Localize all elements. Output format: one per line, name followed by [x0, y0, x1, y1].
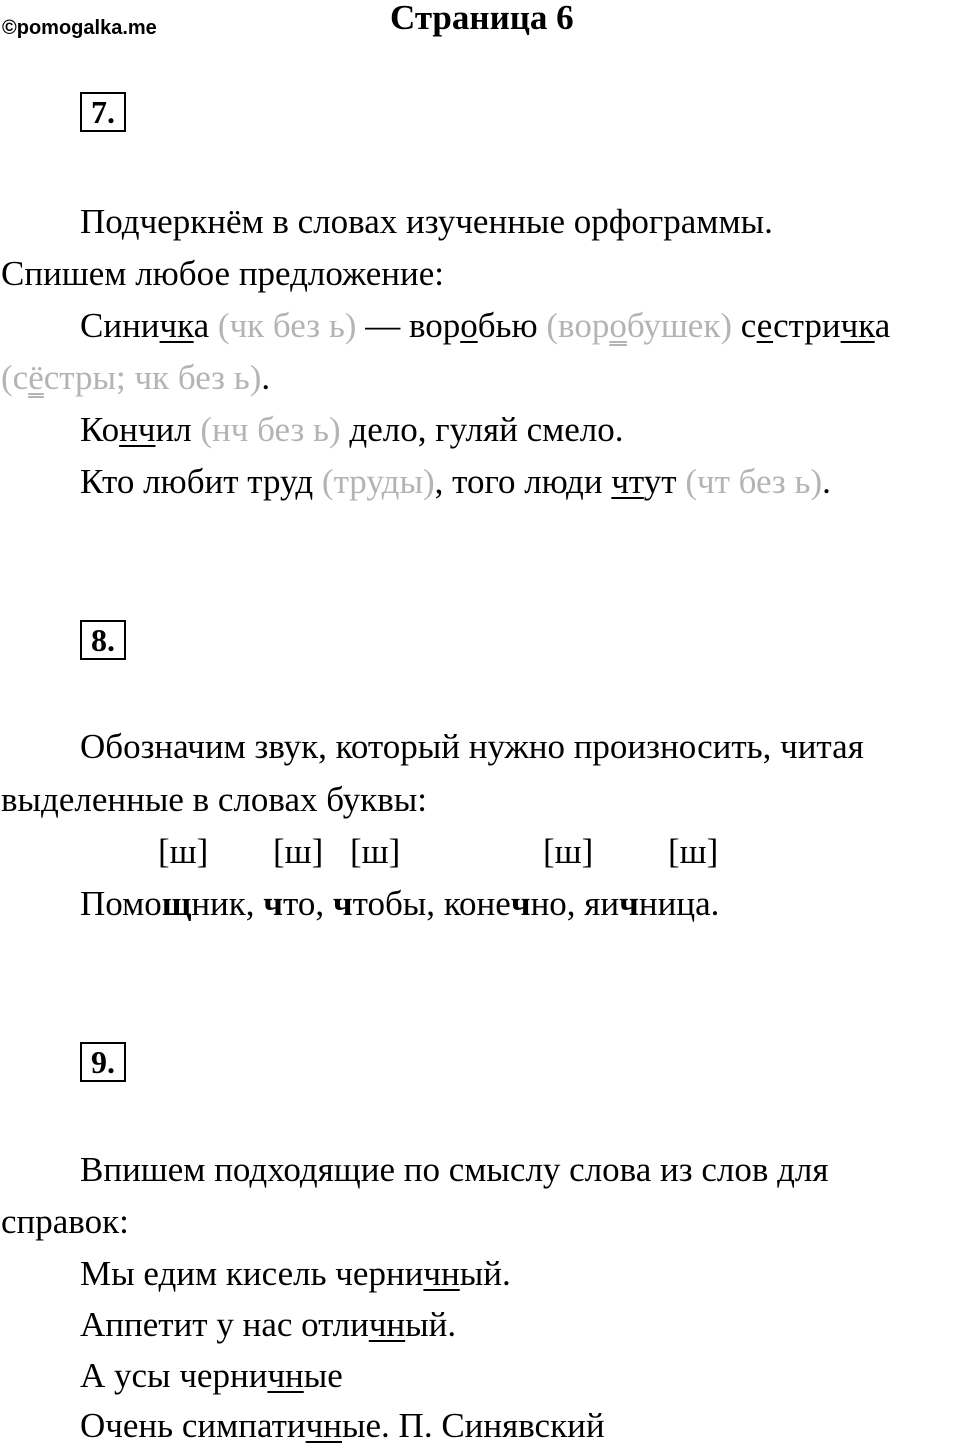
- word-part: а: [874, 306, 891, 345]
- orthogram: е: [756, 306, 774, 345]
- word-part: дело, гуляй смело.: [340, 410, 624, 449]
- word-part: бью: [477, 306, 538, 345]
- word-part: ут: [643, 462, 677, 501]
- page-title: Страница 6: [390, 0, 574, 37]
- sound-label: [ш]: [350, 832, 401, 871]
- sound-label: [ш]: [668, 832, 719, 871]
- hint: (чт без ь): [685, 462, 823, 501]
- orthogram: чн: [305, 1406, 342, 1445]
- task7-sentence-line-2: [1, 358, 270, 398]
- highlighted-letter: ч: [263, 884, 284, 923]
- highlighted-letter: ч: [332, 884, 353, 923]
- highlighted-letter: ч: [619, 884, 639, 923]
- word-part: Очень симпати: [80, 1406, 306, 1445]
- hint-orthogram: ё: [28, 358, 44, 397]
- word-part: Кто любит тру: [80, 462, 296, 501]
- orthogram: чн: [368, 1305, 406, 1344]
- highlighted-letter: ч: [510, 884, 531, 923]
- word-part: ил: [155, 410, 192, 449]
- word-part: тобы,: [352, 884, 444, 923]
- hint: [322, 462, 435, 501]
- word-part: ый.: [405, 1305, 457, 1344]
- word-part: Мы едим кисель черни: [80, 1254, 424, 1293]
- orthogram: о: [460, 306, 478, 345]
- task7-sentence-line-3: [80, 410, 624, 450]
- word-part: ые. П. Синявский: [342, 1406, 605, 1445]
- word-part: а: [193, 306, 210, 345]
- hint-part: стры; чк без ь): [43, 358, 262, 397]
- word-part: Ко: [80, 410, 120, 449]
- task9-intro-line-2: справок:: [1, 1202, 129, 1241]
- task9-poem-line-3: [80, 1356, 343, 1396]
- dash: —: [356, 306, 409, 345]
- task8-intro-line-2: выделенные в словах буквы:: [1, 780, 428, 819]
- task7-intro-line-2: Спишем любое предложение:: [1, 254, 445, 293]
- word-part: , того люди: [434, 462, 612, 501]
- hint-orthogram: д: [381, 462, 400, 501]
- word-part: Аппетит у нас отли: [80, 1305, 369, 1344]
- word-part: Помо: [80, 884, 162, 923]
- orthogram: чк: [159, 306, 194, 345]
- word-part: то,: [283, 884, 333, 923]
- word-part: вор: [408, 306, 461, 345]
- period: .: [261, 358, 271, 397]
- orthogram: чн: [423, 1254, 460, 1293]
- sound-label: [ш]: [273, 832, 324, 871]
- task-number-8: 8.: [80, 620, 126, 660]
- task8-intro-line-1: Обозначим звук, который нужно произносить, читая: [80, 727, 864, 766]
- task-number-9: 9.: [80, 1042, 126, 1082]
- orthogram: нч: [119, 410, 156, 449]
- period: .: [822, 462, 831, 501]
- word-part: ник,: [191, 884, 264, 923]
- task9-poem-line-2: [80, 1305, 456, 1345]
- word-part: Сини: [80, 306, 160, 345]
- hint: [546, 306, 732, 345]
- word-part: с: [740, 306, 757, 345]
- hint-part: ы): [399, 462, 435, 501]
- task7-sentence-line-4: [80, 462, 831, 502]
- hint: (чк без ь): [217, 306, 357, 345]
- orthogram: чн: [267, 1356, 304, 1395]
- sound-label: [ш]: [158, 832, 209, 871]
- word-part: яи: [584, 884, 620, 923]
- task9-poem-line-4: [80, 1406, 605, 1446]
- orthogram: чт: [611, 462, 644, 501]
- hint: (нч без ь): [200, 410, 341, 449]
- word-part: ый.: [459, 1254, 511, 1293]
- task7-sentence-line-1: [80, 306, 890, 346]
- site-watermark: ©pomogalka.me: [2, 17, 157, 39]
- word-part: коне: [443, 884, 511, 923]
- sound-label: [ш]: [543, 832, 594, 871]
- hint-part: бушек): [626, 306, 732, 345]
- word-part: стри: [773, 306, 841, 345]
- highlighted-letter: щ: [161, 884, 192, 923]
- word-part: но,: [530, 884, 585, 923]
- word-part: ница.: [638, 884, 720, 923]
- hint-part: (тру: [321, 462, 382, 501]
- orthogram: чк: [840, 306, 875, 345]
- hint-part: (с: [1, 358, 29, 397]
- orthogram: д: [295, 462, 314, 501]
- task8-words-line: [80, 884, 719, 924]
- hint-orthogram: о: [609, 306, 627, 345]
- task9-poem-line-1: [80, 1254, 511, 1294]
- word-part: А усы черни: [80, 1356, 268, 1395]
- hint: [1, 358, 261, 397]
- task7-intro-line-1: Подчеркнём в словах изученные орфограммы.: [80, 202, 773, 241]
- task-number-7: 7.: [80, 92, 126, 132]
- task9-intro-line-1: Впишем подходящие по смыслу слова из слов для: [80, 1150, 829, 1189]
- word-part: ые: [303, 1356, 343, 1395]
- hint-part: (вор: [546, 306, 610, 345]
